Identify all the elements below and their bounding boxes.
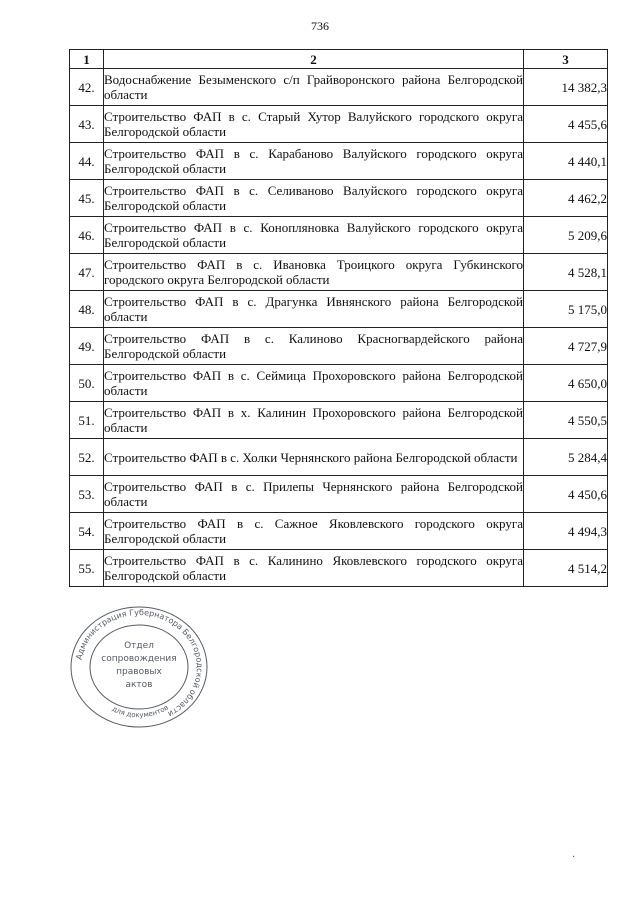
stamp-center-line-4: актов — [125, 680, 153, 690]
row-description-cell: Строительство ФАП в с. Конопляновка Валуйского городского округа Белгородской области — [104, 217, 524, 254]
row-number-cell: 55. — [70, 550, 104, 587]
row-description-cell: Строительство ФАП в с. Калинино Яковлевского городского округа Белгородской области — [104, 550, 524, 587]
row-number-cell: 48. — [70, 291, 104, 328]
table-row — [70, 439, 608, 476]
table-row — [70, 143, 608, 180]
row-value-cell: 4 727,9 — [524, 328, 608, 365]
table-row — [70, 402, 608, 439]
table-row — [70, 513, 608, 550]
row-description-cell: Водоснабжение Безыменского с/п Грайворонского района Белгородской области — [104, 69, 524, 106]
row-description-cell: Строительство ФАП в с. Прилепы Чернянского района Белгородской области — [104, 476, 524, 513]
row-number-cell: 44. — [70, 143, 104, 180]
column-header-description: 2 — [104, 50, 524, 69]
table-row — [70, 328, 608, 365]
row-description-cell: Строительство ФАП в с. Селиваново Валуйского городского округа Белгородской области — [104, 180, 524, 217]
row-value-cell: 5 284,4 — [524, 439, 608, 476]
stamp-ring-textpath: Администрация Губернатора Белгородской области — [74, 607, 205, 719]
row-description-cell: Строительство ФАП в с. Калиново Красногвардейского района Белгородской области — [104, 328, 524, 365]
row-value-cell: 4 514,2 — [524, 550, 608, 587]
row-number-cell: 47. — [70, 254, 104, 291]
table-row — [70, 106, 608, 143]
table-row — [70, 476, 608, 513]
row-description-cell: Строительство ФАП в с. Старый Хутор Валуйского городского округа Белгородской области — [104, 106, 524, 143]
table-row — [70, 254, 608, 291]
stamp-inner-textpath: для документов — [110, 703, 170, 720]
column-header-value: 3 — [524, 50, 608, 69]
row-value-cell: 4 455,6 — [524, 106, 608, 143]
table-header-row — [70, 50, 608, 69]
column-header-number: 1 — [70, 50, 104, 69]
table-row — [70, 69, 608, 106]
row-number-cell: 51. — [70, 402, 104, 439]
stamp-center-line-1: Отдел — [124, 641, 154, 651]
table-row — [70, 291, 608, 328]
row-number-cell: 50. — [70, 365, 104, 402]
appropriations-table — [69, 49, 608, 587]
table-row — [70, 180, 608, 217]
row-number-cell: 42. — [70, 69, 104, 106]
row-value-cell: 4 550,5 — [524, 402, 608, 439]
row-number-cell: 46. — [70, 217, 104, 254]
table-row — [70, 217, 608, 254]
row-description-cell: Строительство ФАП в с. Ивановка Троицкого округа Губкинского городского округа Белгородской области — [104, 254, 524, 291]
row-value-cell: 5 175,0 — [524, 291, 608, 328]
row-value-cell: 4 440,1 — [524, 143, 608, 180]
official-stamp — [68, 604, 210, 730]
row-description-cell: Строительство ФАП в х. Калинин Прохоровского района Белгородской области — [104, 402, 524, 439]
row-number-cell: 54. — [70, 513, 104, 550]
row-number-cell: 45. — [70, 180, 104, 217]
row-description-cell: Строительство ФАП в с. Холки Чернянского района Белгородской области — [104, 439, 524, 476]
row-number-cell: 53. — [70, 476, 104, 513]
table-row — [70, 365, 608, 402]
row-number-cell: 49. — [70, 328, 104, 365]
row-number-cell: 52. — [70, 439, 104, 476]
table-row — [70, 550, 608, 587]
row-description-cell: Строительство ФАП в с. Сажное Яковлевского городского округа Белгородской области — [104, 513, 524, 550]
row-number-cell: 43. — [70, 106, 104, 143]
row-value-cell: 4 462,2 — [524, 180, 608, 217]
row-value-cell: 4 650,0 — [524, 365, 608, 402]
row-description-cell: Строительство ФАП в с. Сеймица Прохоровского района Белгородской области — [104, 365, 524, 402]
row-value-cell: 14 382,3 — [524, 69, 608, 106]
page-number: 736 — [311, 19, 329, 33]
corner-mark: · — [572, 852, 576, 863]
stamp-center-line-2: сопровождения — [101, 654, 177, 664]
row-value-cell: 4 450,6 — [524, 476, 608, 513]
row-description-cell: Строительство ФАП в с. Драгунка Ивнянского района Белгородской области — [104, 291, 524, 328]
row-description-cell: Строительство ФАП в с. Карабаново Валуйского городского округа Белгородской области — [104, 143, 524, 180]
row-value-cell: 4 528,1 — [524, 254, 608, 291]
row-value-cell: 5 209,6 — [524, 217, 608, 254]
stamp-center-line-3: правовых — [116, 667, 162, 677]
row-value-cell: 4 494,3 — [524, 513, 608, 550]
